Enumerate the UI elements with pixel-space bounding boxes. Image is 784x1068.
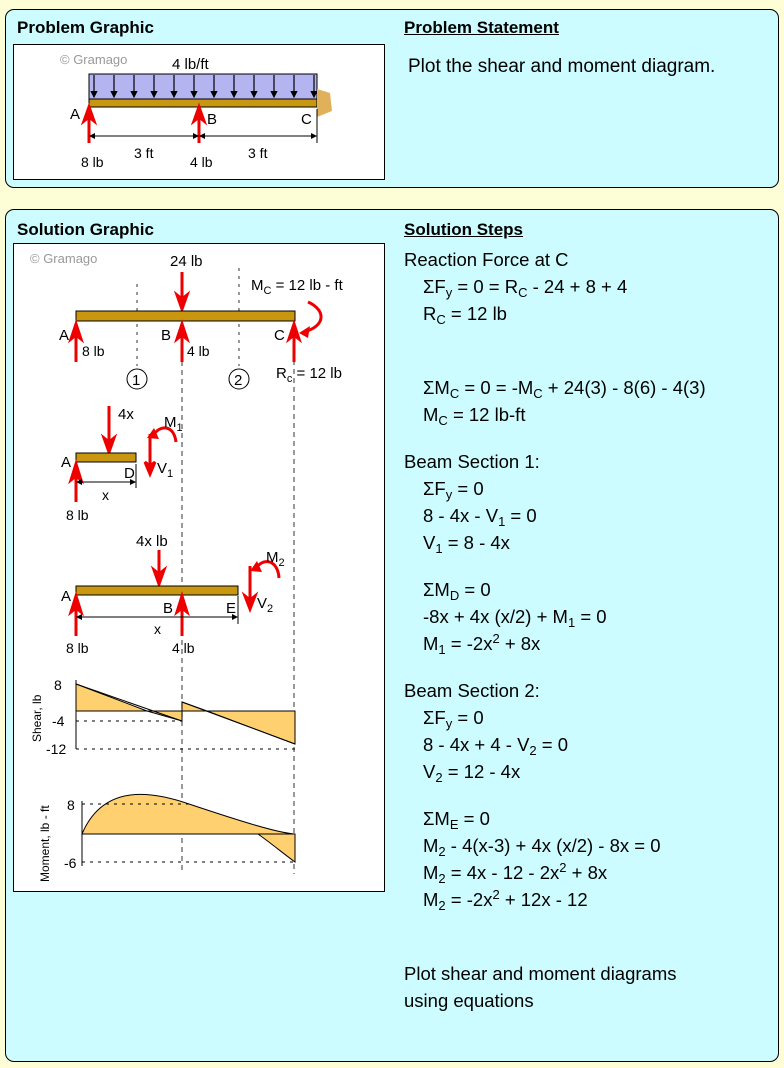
s2-sum-me: $\Sigma M_E = 0$ bbox=[423, 808, 490, 832]
solution-graphic bbox=[13, 243, 385, 892]
mc-moment-arrow bbox=[304, 302, 321, 332]
force-a-arrow bbox=[84, 107, 94, 143]
force-b-label: 4 lb bbox=[190, 154, 213, 170]
reaction-c-arrow bbox=[289, 324, 299, 362]
dim-2-label: 3 ft bbox=[248, 145, 268, 161]
eq-mc: $M_C = 12$ lb-ft bbox=[423, 404, 526, 428]
beam-full bbox=[76, 311, 295, 321]
problem-graphic bbox=[13, 44, 385, 180]
problem-graphic-title: Problem Graphic bbox=[17, 18, 154, 37]
shear-tick-minus-12: -12 bbox=[46, 741, 67, 757]
s1-sum-md: $\Sigma M_D = 0$ bbox=[423, 579, 491, 603]
plot-instruction-1: Plot shear and moment diagrams bbox=[404, 963, 677, 984]
moment-axis-label: Moment, lb - ft bbox=[38, 805, 52, 882]
beam-section-2 bbox=[76, 586, 238, 595]
eq-sum-mc: $\Sigma M_C = 0 = -M_C + 24(3) - 8(6) - 4(3)$ bbox=[423, 377, 706, 401]
moment-fill-negative bbox=[258, 834, 295, 862]
load-24-arrow bbox=[177, 272, 187, 309]
force-b-label-section-2: 4 lb bbox=[172, 640, 195, 656]
problem-panel bbox=[5, 9, 779, 188]
distributed-load bbox=[89, 74, 317, 99]
force-a-arrow-section-1 bbox=[71, 464, 81, 502]
plot-instruction-2: using equations bbox=[404, 990, 534, 1011]
label-b: B bbox=[161, 327, 172, 344]
x-label-2: x bbox=[154, 621, 161, 637]
section-1-heading: Beam Section 1: bbox=[404, 451, 540, 472]
mc-label: $M_C = 12$ lb - ft bbox=[251, 277, 343, 297]
solution-panel bbox=[5, 209, 779, 1062]
shear-tick-minus-4: -4 bbox=[52, 713, 65, 729]
s1-sum-fy: $\Sigma F_y = 0$ bbox=[423, 478, 484, 502]
v2-arrow bbox=[245, 566, 255, 609]
label-a-section-1: A bbox=[61, 454, 72, 471]
moment-tick-minus-6: -6 bbox=[64, 855, 77, 871]
s2-m-expanded: $M_2 = 4x - 12 - 2x^2 + 8x$ bbox=[423, 860, 608, 886]
force-a-arrow-section-2 bbox=[71, 596, 81, 636]
force-a-label: 8 lb bbox=[81, 154, 104, 170]
load-4xlb-label: 4x lb bbox=[136, 533, 168, 550]
label-a: A bbox=[70, 106, 81, 123]
copyright: © Gramago bbox=[30, 251, 98, 266]
load-label: 4 lb/ft bbox=[172, 56, 209, 73]
load-4xlb-arrow bbox=[154, 550, 164, 584]
force-a-label-section-1: 8 lb bbox=[66, 507, 89, 523]
s1-m: $M_1 = -2x^2 + 8x$ bbox=[423, 631, 541, 657]
label-e: E bbox=[226, 600, 237, 617]
mc-moment-head bbox=[299, 326, 310, 338]
eq-rc: $R_C = 12$ lb bbox=[423, 303, 507, 327]
s1-force-eq: $8 - 4x - V_1 = 0$ bbox=[423, 505, 537, 529]
force-a-label-section-2: 8 lb bbox=[66, 640, 89, 656]
load-4x-arrow bbox=[104, 406, 114, 452]
m2-label: $M_2$ bbox=[266, 549, 285, 569]
s2-m: $M_2 = -2x^2 + 12x - 12$ bbox=[423, 887, 588, 913]
label-a: A bbox=[59, 327, 70, 344]
dim-1-label: 3 ft bbox=[134, 145, 154, 161]
solution-steps bbox=[404, 246, 706, 1014]
force-b-label: 4 lb bbox=[187, 343, 210, 359]
s1-v: $V_1 = 8 - 4x$ bbox=[423, 532, 510, 556]
eq-sum-fy: $\Sigma F_y = 0 = R_C - 24 + 8 + 4$ bbox=[423, 276, 628, 300]
beam-section-1 bbox=[76, 453, 136, 462]
force-b-arrow-section-2 bbox=[177, 596, 187, 636]
s2-moment-eq: $M_2 - 4(x-3) + 4x$ (x/2) - 8x = 0 bbox=[423, 835, 661, 859]
reaction-heading: Reaction Force at C bbox=[404, 249, 569, 270]
rc-label: $R_c = 12$ lb bbox=[276, 365, 342, 385]
m1-label: $M_1$ bbox=[164, 414, 183, 434]
shear-axis-label: Shear, lb bbox=[30, 694, 44, 742]
load-4x-label: 4x bbox=[118, 406, 134, 423]
v1-label: $V_1$ bbox=[157, 460, 174, 480]
wall-support bbox=[317, 89, 332, 117]
load-24-label: 24 lb bbox=[170, 253, 203, 270]
force-b-arrow bbox=[177, 324, 187, 362]
s2-sum-fy: $\Sigma F_y = 0$ bbox=[423, 707, 484, 731]
moment-fill-positive bbox=[82, 794, 294, 834]
solution-graphic-title: Solution Graphic bbox=[17, 220, 154, 239]
label-c: C bbox=[301, 111, 312, 128]
problem-figure bbox=[14, 45, 384, 179]
problem-statement: Plot the shear and moment diagram. bbox=[408, 56, 716, 77]
shear-tick-8: 8 bbox=[54, 677, 62, 693]
label-b-section-2: B bbox=[163, 600, 174, 617]
problem-statement-title: Problem Statement bbox=[404, 18, 559, 37]
solution-figure bbox=[14, 244, 384, 891]
label-b: B bbox=[207, 111, 218, 128]
label-d: D bbox=[124, 465, 135, 482]
section-2-label: 2 bbox=[234, 372, 243, 389]
moment-tick-8: 8 bbox=[67, 797, 75, 813]
force-a-label: 8 lb bbox=[82, 343, 105, 359]
label-c: C bbox=[274, 327, 285, 344]
x-label-1: x bbox=[102, 487, 109, 503]
v1-arrow bbox=[145, 434, 155, 474]
s2-force-eq: $8 - 4x + 4 - V_2 = 0$ bbox=[423, 734, 569, 758]
solution-steps-title: Solution Steps bbox=[404, 220, 523, 239]
copyright: © Gramago bbox=[60, 52, 128, 67]
s2-v: $V_2 = 12 - 4x$ bbox=[423, 761, 521, 785]
beam bbox=[89, 99, 317, 107]
force-b-arrow bbox=[194, 107, 204, 143]
label-a-section-2: A bbox=[61, 588, 72, 605]
s1-moment-eq: -8x + 4x $(x/2) + M_1 = 0$ bbox=[423, 606, 607, 630]
force-a-arrow bbox=[71, 324, 81, 362]
section-2-heading: Beam Section 2: bbox=[404, 680, 540, 701]
section-1-label: 1 bbox=[132, 372, 141, 389]
v2-label: $V_2$ bbox=[257, 595, 274, 615]
